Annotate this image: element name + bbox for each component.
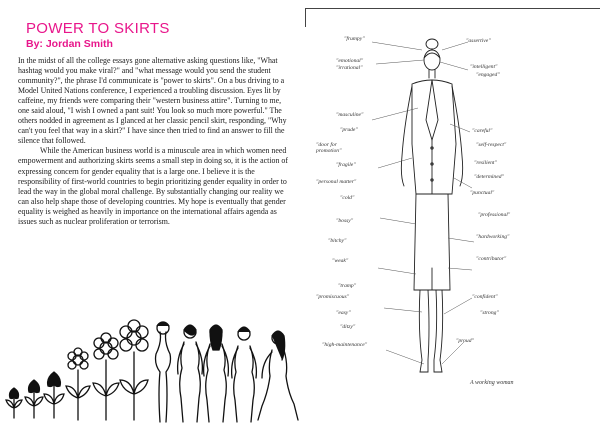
article-byline: By: Jordan Smith (26, 38, 113, 50)
label: "tramp" (338, 283, 357, 289)
label: "high-maintenance" (322, 342, 368, 348)
label: "bossy" (336, 218, 354, 224)
label: "bitchy" (328, 238, 347, 244)
label: "prude" (340, 127, 358, 133)
label: "irrational" (336, 65, 363, 71)
walking-figure-drawing (258, 331, 298, 420)
label: "cold" (340, 195, 355, 201)
flower-drawing (66, 348, 90, 420)
article-paragraph: In the midst of all the college essays gone alternative asking questions like, "What hashtag would you make viral?" and "what message would you send the student community?", the phrase I'd communicate is "power to skirts". On a bus driving to a Model United Nations conference, I experienced a troubling discussion. Eyes lit by caffeine, my friends were comparing their "western business attire". Turning to me, one said aloud, "I wish I owned a pant suit! You look so much more powerful." The others nodded in agreement as I glanced at her classic pencil skirt, responding, "Why can't you feel that way in a skirt?" I have since then tried to find an answer to fill the silence that followed. (18, 56, 287, 146)
figure-drawing (204, 325, 229, 422)
label: "determined" (474, 174, 504, 180)
label: "hardworking" (476, 234, 510, 240)
label: "weak" (332, 258, 349, 264)
label: "masculine" (336, 112, 364, 118)
label: "fragile" (336, 162, 356, 168)
label: "assertive" (466, 38, 491, 44)
bud-drawing (6, 388, 22, 418)
article-body (18, 56, 292, 227)
label: "resilient" (474, 160, 497, 166)
flower-sequence-drawing (0, 318, 300, 424)
label: "contributor" (476, 256, 507, 262)
label: "intelligent" (470, 64, 498, 70)
label: "door for promotion" (316, 142, 342, 154)
label: "punctual" (470, 190, 495, 196)
label: "frumpy" (344, 36, 365, 42)
figure-drawing (232, 327, 257, 422)
artist-signature: A working woman (470, 380, 514, 386)
business-woman-sketch (300, 28, 600, 424)
label: "self-respect" (476, 142, 507, 148)
label: "promiscuous" (316, 294, 350, 300)
label: "personal matter" (316, 179, 357, 185)
flower-drawing (120, 320, 148, 420)
flower-drawing (93, 333, 119, 420)
flower-figure-drawing (156, 322, 171, 422)
label: "careful" (472, 128, 493, 134)
panel-frame (305, 8, 600, 27)
figure-drawing (178, 325, 203, 422)
label: "easy" (336, 310, 351, 316)
label: "engaged" (476, 72, 500, 78)
label: "professional" (478, 212, 511, 218)
bud-drawing (25, 380, 43, 418)
label: "emotional" (336, 58, 364, 64)
article-title: POWER TO SKIRTS (26, 20, 170, 37)
label: "proud" (456, 338, 474, 344)
label: "confident" (472, 294, 498, 300)
label: "strong" (480, 310, 499, 316)
article-paragraph: While the American business world is a minuscule area in which women need empowerment and authorizing skirts seems a small step in doing so, it is the action of expressing concern for gender equality that is a large one. I believe it is the responsibility of first-world countries to begin prioritizing gender equality in order to lead the way in the global moral challenge. By substantially changing our reality we can also help shape those of developing countries. My hope is eventually that gender equality is weighed as heavily in importance on the international affairs agenda as issues such as nuclear proliferation or terrorism. (18, 146, 288, 226)
label: "ditzy" (340, 324, 356, 330)
bud-drawing (44, 372, 64, 418)
